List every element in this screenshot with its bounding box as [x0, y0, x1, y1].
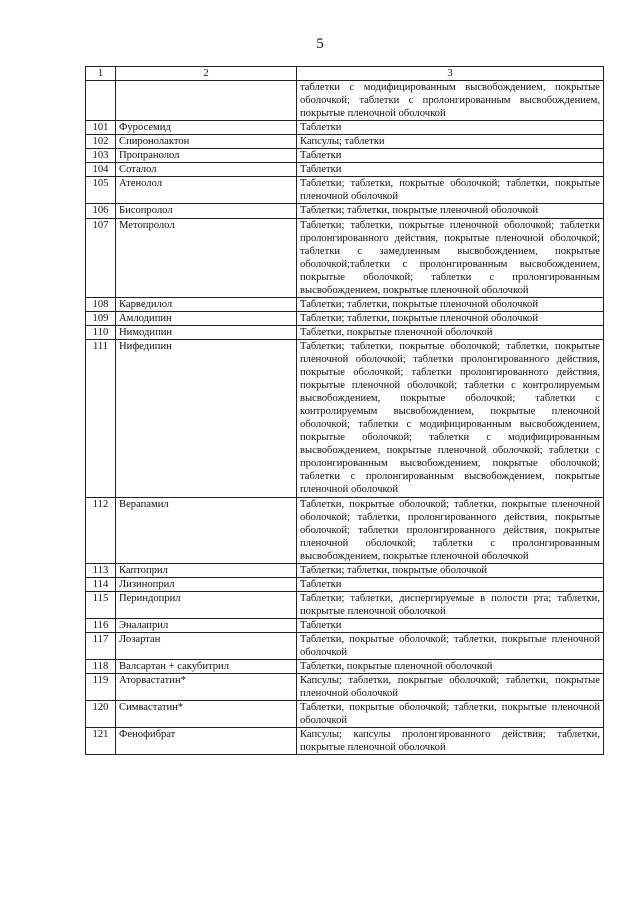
- table-row: [86, 149, 604, 163]
- row-number: 105: [86, 177, 116, 204]
- dosage-form: Таблетки; таблетки, покрытые пленочной оболочкой; таблетки пролонгированного действия, покрытые пленочной оболочкой; таблетки с замедленным высвобождением, покрытые оболочкой;таблетки с пролонгированным высвобождением, покрытые оболочкой; таблетки с пролонгированным высвобождением, покрытые пленочной оболочкой: [297, 218, 604, 297]
- row-number: 120: [86, 701, 116, 728]
- row-number: 111: [86, 339, 116, 497]
- dosage-form: Таблетки, покрытые оболочкой; таблетки, покрытые пленочной оболочкой: [297, 632, 604, 659]
- row-number: 107: [86, 218, 116, 297]
- table-row: [86, 728, 604, 755]
- dosage-form: Таблетки; таблетки, покрытые оболочкой; таблетки, покрытые пленочной оболочкой; таблетки пролонгированного действия, покрытые оболочкой; таблетки пролонгированного действия, покрытые пленочной оболочкой; таблетки с контролируемым высвобождением, покрытые оболочкой; таблетки с контролируемым высвобождением, покрытые пленочной оболочкой; таблетки с модифицированным высвобождением, покрытые оболочкой; таблетки с модифицированным высвобождением, покрытые пленочной оболочкой; таблетки с пролонгированным высвобождением, покрытые оболочкой; таблетки с пролонгированным высвобождением, покрытые пленочной оболочкой: [297, 339, 604, 497]
- drug-name: Бисопролол: [116, 204, 297, 218]
- drug-name: Атенолол: [116, 177, 297, 204]
- dosage-form: Таблетки, покрытые оболочкой; таблетки, покрытые пленочной оболочкой; таблетки, пролонгированного действия, покрытые оболочкой; таблетки пролонгированного действия, покрытые пленочной оболочкой; таблетки с пролонгированным высвобождением, покрытые пленочной оболочкой: [297, 497, 604, 563]
- table-row: [86, 81, 604, 121]
- table-row: [86, 177, 604, 204]
- drug-name: Карведилол: [116, 297, 297, 311]
- dosage-form: таблетки с модифицированным высвобождением, покрытые оболочкой; таблетки с пролонгированным высвобождением, покрытые пленочной оболочкой: [297, 81, 604, 121]
- dosage-form: Таблетки: [297, 577, 604, 591]
- row-number: 103: [86, 149, 116, 163]
- page-number: 5: [316, 36, 324, 52]
- table-row: [86, 218, 604, 297]
- drug-name: Верапамил: [116, 497, 297, 563]
- row-number: 116: [86, 618, 116, 632]
- row-number: 115: [86, 591, 116, 618]
- drug-name: Нимодипин: [116, 325, 297, 339]
- row-number: 119: [86, 674, 116, 701]
- drug-name: [116, 81, 297, 121]
- table-row: [86, 660, 604, 674]
- drug-name: Лизиноприл: [116, 577, 297, 591]
- dosage-form: Капсулы; капсулы пролонгированного действия; таблетки, покрытые пленочной оболочкой: [297, 728, 604, 755]
- row-number: 112: [86, 497, 116, 563]
- table-row: [86, 163, 604, 177]
- drug-name: Эналаприл: [116, 618, 297, 632]
- dosage-form: Таблетки, покрытые оболочкой; таблетки, покрытые пленочной оболочкой: [297, 701, 604, 728]
- row-number: 104: [86, 163, 116, 177]
- drug-name: Лозартан: [116, 632, 297, 659]
- row-number: 106: [86, 204, 116, 218]
- medication-table: [85, 66, 604, 755]
- dosage-form: Капсулы; таблетки, покрытые оболочкой; таблетки, покрытые пленочной оболочкой: [297, 674, 604, 701]
- table-row: [86, 618, 604, 632]
- column-header-number: 1: [86, 67, 116, 81]
- dosage-form: Таблетки; таблетки, покрытые оболочкой; таблетки, покрытые пленочной оболочкой: [297, 177, 604, 204]
- table-row: [86, 339, 604, 497]
- drug-name: Соталол: [116, 163, 297, 177]
- dosage-form: Таблетки, покрытые пленочной оболочкой: [297, 660, 604, 674]
- dosage-form: Таблетки; таблетки, покрытые пленочной оболочкой: [297, 311, 604, 325]
- dosage-form: Таблетки; таблетки, покрытые пленочной оболочкой: [297, 204, 604, 218]
- drug-name: Каптоприл: [116, 563, 297, 577]
- table-row: [86, 311, 604, 325]
- table-row: [86, 563, 604, 577]
- row-number: 110: [86, 325, 116, 339]
- row-number: 114: [86, 577, 116, 591]
- drug-name: Пропранолол: [116, 149, 297, 163]
- row-number: 109: [86, 311, 116, 325]
- drug-name: Амлодипин: [116, 311, 297, 325]
- table-row: [86, 121, 604, 135]
- drug-name: Симвастатин*: [116, 701, 297, 728]
- table-row: [86, 497, 604, 563]
- table-row: [86, 325, 604, 339]
- table-row: [86, 204, 604, 218]
- dosage-form: Капсулы; таблетки: [297, 135, 604, 149]
- dosage-form: Таблетки; таблетки, покрытые пленочной оболочкой: [297, 297, 604, 311]
- row-number: 108: [86, 297, 116, 311]
- drug-name: Метопролол: [116, 218, 297, 297]
- column-header-name: 2: [116, 67, 297, 81]
- row-number: 121: [86, 728, 116, 755]
- row-number: 102: [86, 135, 116, 149]
- dosage-form: Таблетки; таблетки, диспергируемые в полости рта; таблетки, покрытые пленочной оболочкой: [297, 591, 604, 618]
- dosage-form: Таблетки: [297, 163, 604, 177]
- table-row: [86, 577, 604, 591]
- column-header-form: 3: [297, 67, 604, 81]
- table-row: [86, 632, 604, 659]
- drug-name: Фуросемид: [116, 121, 297, 135]
- row-number: 117: [86, 632, 116, 659]
- table-row: [86, 701, 604, 728]
- table-row: [86, 674, 604, 701]
- dosage-form: Таблетки: [297, 618, 604, 632]
- row-number: 101: [86, 121, 116, 135]
- table-row: [86, 591, 604, 618]
- dosage-form: Таблетки; таблетки, покрытые оболочкой: [297, 563, 604, 577]
- dosage-form: Таблетки: [297, 149, 604, 163]
- drug-name: Фенофибрат: [116, 728, 297, 755]
- drug-name: Аторвастатин*: [116, 674, 297, 701]
- table-row: [86, 135, 604, 149]
- row-number: 118: [86, 660, 116, 674]
- drug-name: Спиронолактон: [116, 135, 297, 149]
- drug-name: Нифедипин: [116, 339, 297, 497]
- row-number: [86, 81, 116, 121]
- table-row: [86, 297, 604, 311]
- drug-name: Периндоприл: [116, 591, 297, 618]
- table-header-row: [86, 67, 604, 81]
- drug-name: Валсартан + сакубитрил: [116, 660, 297, 674]
- dosage-form: Таблетки, покрытые пленочной оболочкой: [297, 325, 604, 339]
- row-number: 113: [86, 563, 116, 577]
- dosage-form: Таблетки: [297, 121, 604, 135]
